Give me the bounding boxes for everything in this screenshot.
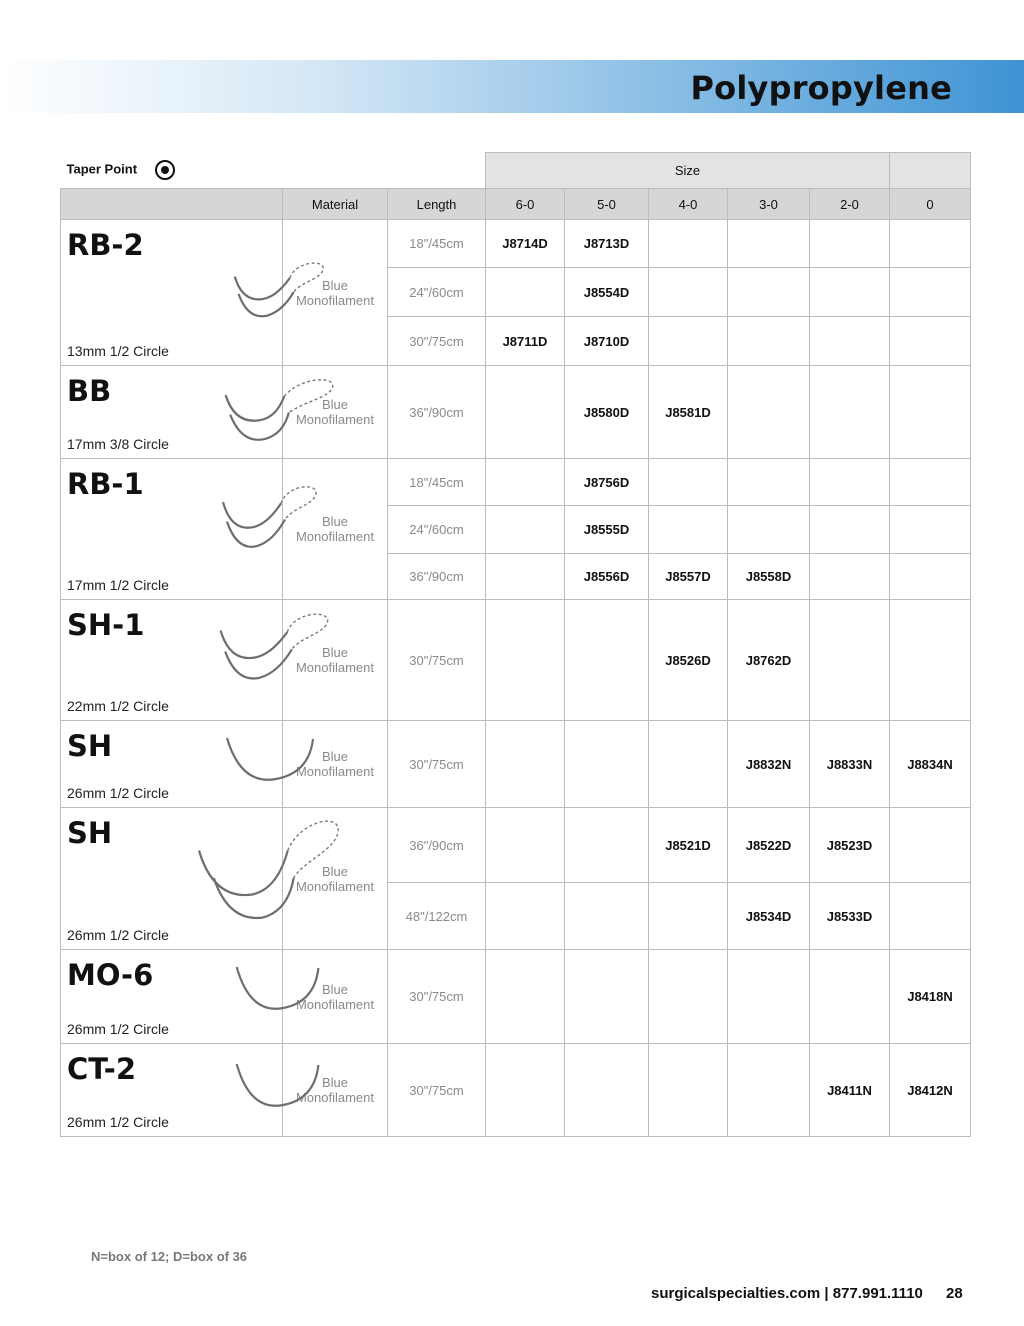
empty-cell (890, 883, 971, 950)
product-code: J8522D (728, 808, 810, 883)
product-code: J8411N (810, 1044, 890, 1137)
needle-cell (61, 366, 283, 459)
half-circle-needle-with-dashed-loop-icon (216, 608, 331, 683)
empty-cell (810, 366, 890, 459)
empty-cell (649, 459, 728, 506)
product-code: J8833N (810, 721, 890, 808)
empty-cell (486, 366, 565, 459)
header-size: 2-0 (810, 189, 890, 220)
length-cell: 48"/122cm (388, 883, 486, 950)
empty-cell (728, 1044, 810, 1137)
needle-description: 17mm 3/8 Circle (67, 436, 169, 452)
empty-cell (890, 506, 971, 554)
half-circle-needle-icon (231, 1059, 326, 1109)
length-cell: 18"/45cm (388, 459, 486, 506)
product-code: J8713D (565, 220, 649, 268)
empty-cell (486, 721, 565, 808)
needle-name: SH (67, 729, 113, 763)
product-code: J8556D (565, 554, 649, 600)
product-code: J8534D (728, 883, 810, 950)
empty-cell (810, 317, 890, 366)
product-code: J8554D (565, 268, 649, 317)
contact-info[interactable]: surgicalspecialties.com | 877.991.1110 (651, 1285, 923, 1302)
size-header: Size (486, 153, 890, 189)
empty-cell (486, 950, 565, 1044)
empty-cell (486, 1044, 565, 1137)
empty-cell (486, 268, 565, 317)
material-text: Blue Monofilament (295, 863, 375, 894)
needle-cell (61, 721, 283, 808)
product-row (61, 1044, 971, 1137)
header-blank (61, 189, 283, 220)
product-code: J8832N (728, 721, 810, 808)
empty-cell (728, 506, 810, 554)
header-length: Length (388, 189, 486, 220)
empty-cell (810, 459, 890, 506)
length-cell: 24"/60cm (388, 268, 486, 317)
material-text: Blue Monofilament (295, 645, 375, 675)
needle-name: MO-6 (67, 958, 154, 992)
empty-cell (486, 554, 565, 600)
needle-cell (61, 459, 283, 600)
taper-point-icon (155, 160, 175, 180)
needle-name: BB (67, 374, 112, 408)
column-header-row (61, 189, 971, 220)
empty-cell (728, 220, 810, 268)
product-code: J8756D (565, 459, 649, 506)
empty-cell (890, 459, 971, 506)
material-text: Blue Monofilament (295, 514, 375, 544)
length-cell: 30"/75cm (388, 950, 486, 1044)
product-code: J8714D (486, 220, 565, 268)
empty-cell (565, 808, 649, 883)
empty-cell (890, 220, 971, 268)
needle-cell (61, 600, 283, 721)
empty-cell (890, 317, 971, 366)
empty-cell (486, 459, 565, 506)
product-code: J8711D (486, 317, 565, 366)
length-cell: 30"/75cm (388, 1044, 486, 1137)
product-row (61, 721, 971, 808)
product-code: J8834N (890, 721, 971, 808)
page-title: Polypropylene (690, 69, 952, 107)
material-text: Blue Monofilament (295, 397, 375, 427)
empty-cell (649, 883, 728, 950)
product-code: J8555D (565, 506, 649, 554)
length-cell: 18"/45cm (388, 220, 486, 268)
empty-cell (486, 883, 565, 950)
size-header-blank (890, 153, 971, 189)
product-code: J8580D (565, 366, 649, 459)
length-cell: 36"/90cm (388, 554, 486, 600)
double-half-circle-needle-with-dashed-loop-icon (196, 812, 344, 922)
product-row (61, 366, 971, 459)
half-circle-needle-with-dashed-loop-icon (231, 258, 326, 320)
empty-cell (810, 268, 890, 317)
half-circle-needle-icon (231, 962, 326, 1012)
needle-name: RB-2 (67, 228, 144, 262)
product-code: J8558D (728, 554, 810, 600)
needle-cell (61, 808, 283, 950)
header-size: 4-0 (649, 189, 728, 220)
product-code: J8762D (728, 600, 810, 721)
taper-point-label (61, 153, 486, 189)
material-text: Blue Monofilament (295, 277, 375, 308)
length-cell: 30"/75cm (388, 600, 486, 721)
length-cell: 30"/75cm (388, 721, 486, 808)
needle-cell (61, 1044, 283, 1137)
needle-description: 26mm 1/2 Circle (67, 927, 169, 943)
empty-cell (728, 268, 810, 317)
empty-cell (728, 459, 810, 506)
empty-cell (890, 268, 971, 317)
empty-cell (890, 600, 971, 721)
product-code: J8526D (649, 600, 728, 721)
length-cell: 30"/75cm (388, 317, 486, 366)
empty-cell (649, 220, 728, 268)
empty-cell (649, 721, 728, 808)
box-count-note: N=box of 12; D=box of 36 (91, 1249, 248, 1264)
needle-cell (61, 220, 283, 366)
product-row (61, 950, 971, 1044)
empty-cell (728, 950, 810, 1044)
three-eighths-circle-needle-with-dashed-loop-icon (221, 374, 336, 444)
empty-cell (565, 883, 649, 950)
product-code: J8581D (649, 366, 728, 459)
needle-name: SH-1 (67, 608, 145, 642)
empty-cell (728, 366, 810, 459)
empty-cell (649, 1044, 728, 1137)
needle-description: 22mm 1/2 Circle (67, 698, 169, 714)
product-code: J8412N (890, 1044, 971, 1137)
needle-description: 13mm 1/2 Circle (67, 343, 169, 359)
length-cell: 24"/60cm (388, 506, 486, 554)
empty-cell (565, 1044, 649, 1137)
material-text: Blue Monofilament (295, 1075, 375, 1105)
empty-cell (486, 506, 565, 554)
product-code: J8523D (810, 808, 890, 883)
needle-name: SH (67, 816, 113, 850)
empty-cell (890, 366, 971, 459)
half-circle-needle-icon (221, 733, 321, 783)
needle-description: 26mm 1/2 Circle (67, 785, 169, 801)
header-size: 5-0 (565, 189, 649, 220)
empty-cell (565, 950, 649, 1044)
needle-description: 26mm 1/2 Circle (67, 1021, 169, 1037)
header-size: 6-0 (486, 189, 565, 220)
empty-cell (649, 950, 728, 1044)
needle-name: CT-2 (67, 1052, 137, 1086)
product-table (60, 152, 971, 1137)
length-cell: 36"/90cm (388, 366, 486, 459)
product-row (61, 459, 971, 506)
empty-cell (486, 808, 565, 883)
empty-cell (810, 554, 890, 600)
product-code: J8533D (810, 883, 890, 950)
empty-cell (649, 506, 728, 554)
empty-cell (728, 317, 810, 366)
empty-cell (565, 721, 649, 808)
empty-cell (810, 950, 890, 1044)
header-size: 0 (890, 189, 971, 220)
product-row (61, 808, 971, 883)
needle-cell (61, 950, 283, 1044)
empty-cell (810, 220, 890, 268)
empty-cell (565, 600, 649, 721)
needle-name: RB-1 (67, 467, 144, 501)
product-code: J8418N (890, 950, 971, 1044)
header-material: Material (283, 189, 388, 220)
material-text: Blue Monofilament (295, 749, 375, 779)
product-code: J8521D (649, 808, 728, 883)
empty-cell (890, 808, 971, 883)
empty-cell (649, 268, 728, 317)
product-code: J8710D (565, 317, 649, 366)
empty-cell (890, 554, 971, 600)
empty-cell (810, 600, 890, 721)
taper-point-text: Taper Point (66, 161, 138, 177)
material-text: Blue Monofilament (295, 981, 375, 1012)
empty-cell (649, 317, 728, 366)
half-circle-needle-with-dashed-loop-icon (219, 481, 319, 551)
needle-description: 17mm 1/2 Circle (67, 577, 169, 593)
header-size: 3-0 (728, 189, 810, 220)
product-code: J8557D (649, 554, 728, 600)
title-banner (0, 60, 1024, 113)
empty-cell (486, 600, 565, 721)
product-row (61, 220, 971, 268)
length-cell: 36"/90cm (388, 808, 486, 883)
page-number: 28 (946, 1285, 963, 1302)
product-row (61, 600, 971, 721)
empty-cell (810, 506, 890, 554)
needle-description: 26mm 1/2 Circle (67, 1114, 169, 1130)
